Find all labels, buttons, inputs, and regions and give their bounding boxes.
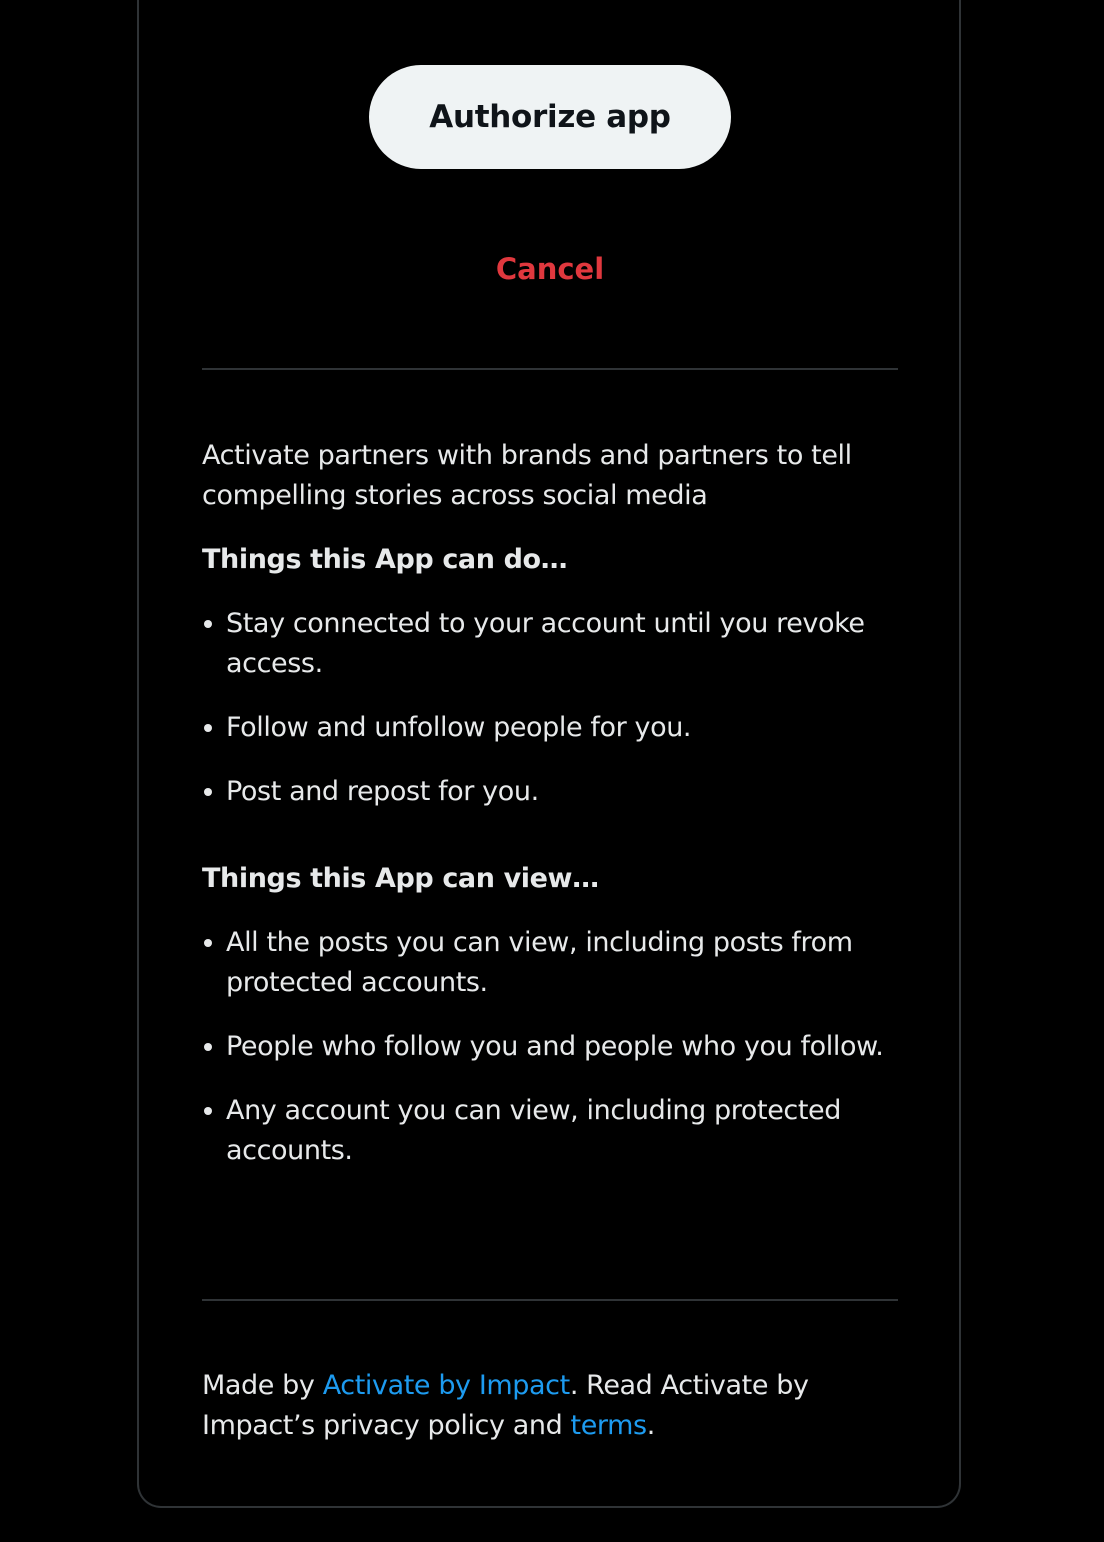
list-item: People who follow you and people who you follow. <box>226 1027 898 1067</box>
authorize-app-button[interactable]: Authorize app <box>369 65 731 169</box>
cancel-link[interactable]: Cancel <box>495 252 605 286</box>
list-item: Stay connected to your account until you revoke access. <box>226 604 898 684</box>
read-text: . Read Activate by Impact’s privacy policy and <box>202 1370 809 1441</box>
footer-end: . <box>646 1410 655 1441</box>
divider-top <box>202 368 898 370</box>
can-view-title: Things this App can view… <box>202 863 599 894</box>
footer-text <box>202 1366 898 1446</box>
divider-bottom <box>202 1299 898 1301</box>
list-item: All the posts you can view, including posts from protected accounts. <box>226 923 898 1003</box>
list-item: Post and repost for you. <box>226 772 898 812</box>
app-description: Activate partners with brands and partners to tell compelling stories across social media <box>202 440 852 511</box>
list-item: Any account you can view, including protected accounts. <box>226 1091 898 1171</box>
can-do-title: Things this App can do… <box>202 544 568 575</box>
terms-link[interactable]: terms <box>570 1410 647 1441</box>
made-by-prefix: Made by <box>202 1370 323 1401</box>
can-do-list <box>202 604 898 812</box>
can-view-list <box>202 923 898 1171</box>
developer-link[interactable]: Activate by Impact <box>322 1370 570 1401</box>
app-info <box>202 436 898 1195</box>
list-item: Follow and unfollow people for you. <box>226 708 898 748</box>
